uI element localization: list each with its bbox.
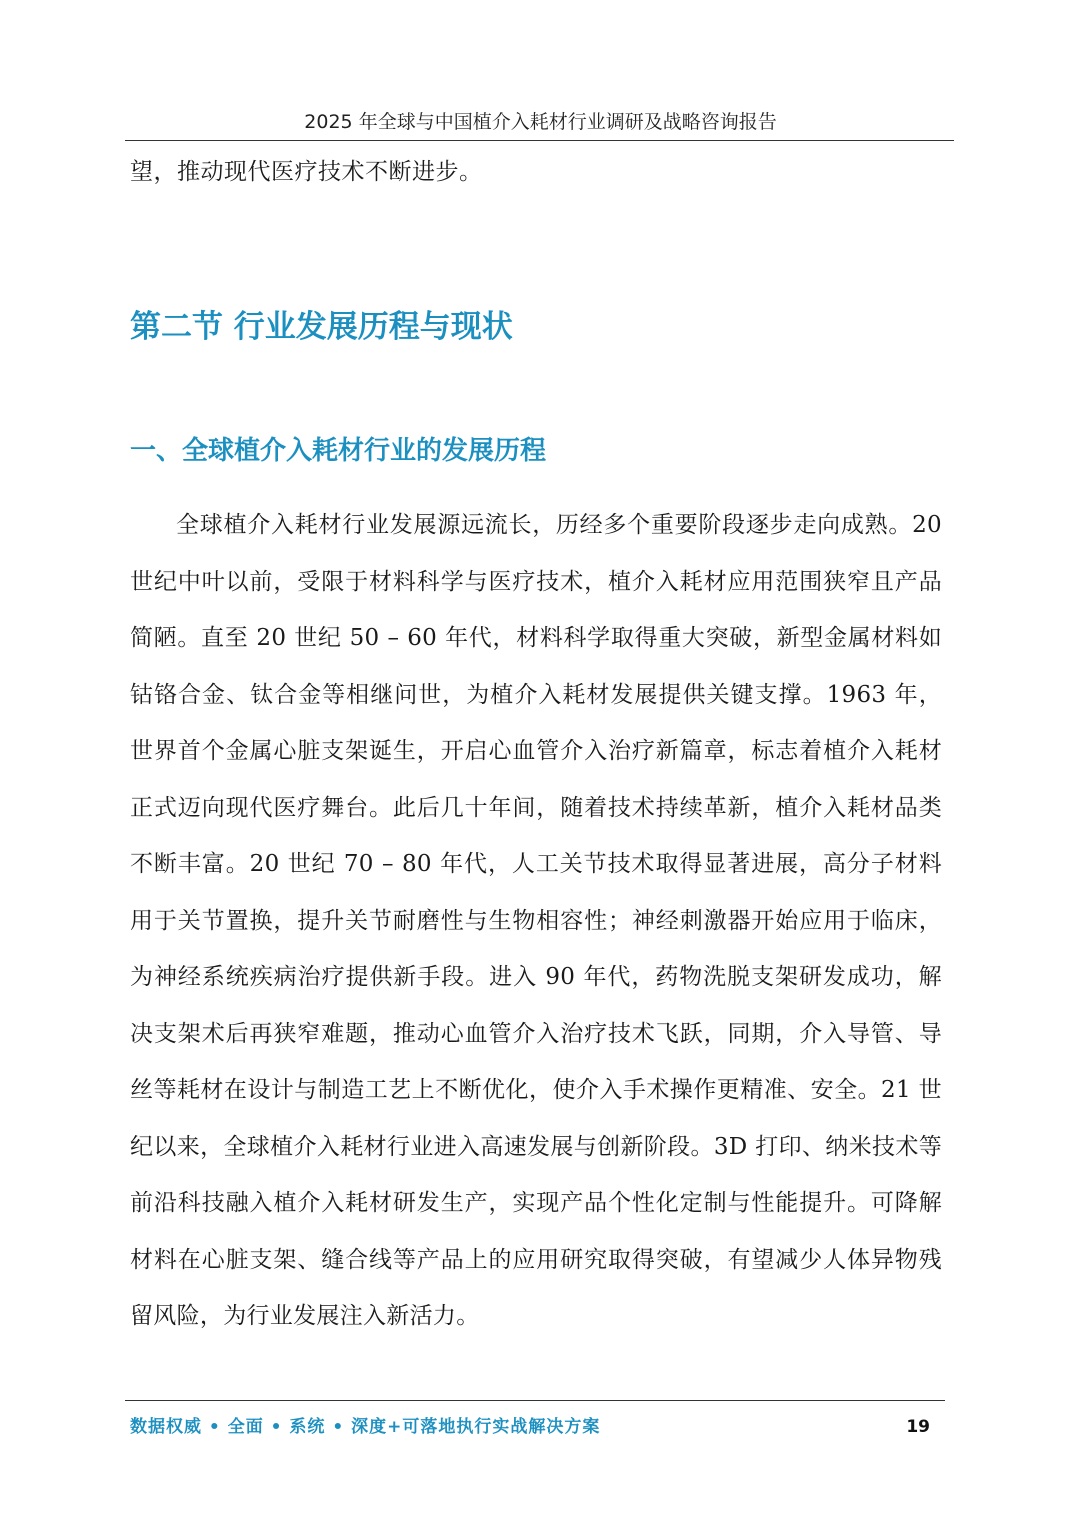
subsection-title: 一、全球植介入耗材行业的发展历程 [130,436,547,466]
footer-slogan: 数据权威 • 全面 • 系统 • 深度+可落地执行实战解决方案 [130,1417,601,1437]
page-number: 19 [906,1417,930,1437]
continued-paragraph-text: 望，推动现代医疗技术不断进步。 [130,159,483,185]
header-divider [125,140,954,141]
footer-divider [125,1400,945,1401]
page-header-title: 2025 年全球与中国植介入耗材行业调研及战略咨询报告 [304,111,777,133]
section-title: 第二节 行业发展历程与现状 [130,309,513,345]
body-paragraph: 全球植介入耗材行业发展源远流长，历经多个重要阶段逐步走向成熟。20 世纪中叶以前，受限于材料科学与医疗技术，植介入耗材应用范围狭窄且产品简陋。直至 20 世纪 50 – 60 年代，材料科学取得重大突破，新型金属材料如钴铬合金、钛合金等相继问世，为植介入耗材发展提供关键支撑。1963 年，世界首个金属心脏支架诞生，开启心血管介入治疗新篇章，标志着植介入耗材正式迈向现代医疗舞台。此后几十年间，随着技术持续革新，植介入耗材品类不断丰富。20 世纪 70 – 80 年代，人工关节技术取得显著进展，高分子材料用于关节置换，提升关节耐磨性与生物相容性；神经刺激器开始应用于临床，为神经系统疾病治疗提供新手段。进入 90 年代，药物洗脱支架研发成功，解决支架术后再狭窄难题，推动心血管介入治疗技术飞跃，同期，介入导管、导丝等耗材在设计与制造工艺上不断优化，使介入手术操作更精准、安全。21 世纪以来，全球植介入耗材行业进入高速发展与创新阶段。3D 打印、纳米技术等前沿科技融入植介入耗材研发生产，实现产品个性化定制与性能提升。可降解材料在心脏支架、缝合线等产品上的应用研究取得突破，有望减少人体异物残留风险，为行业发展注入新活力。 [130,512,942,1329]
